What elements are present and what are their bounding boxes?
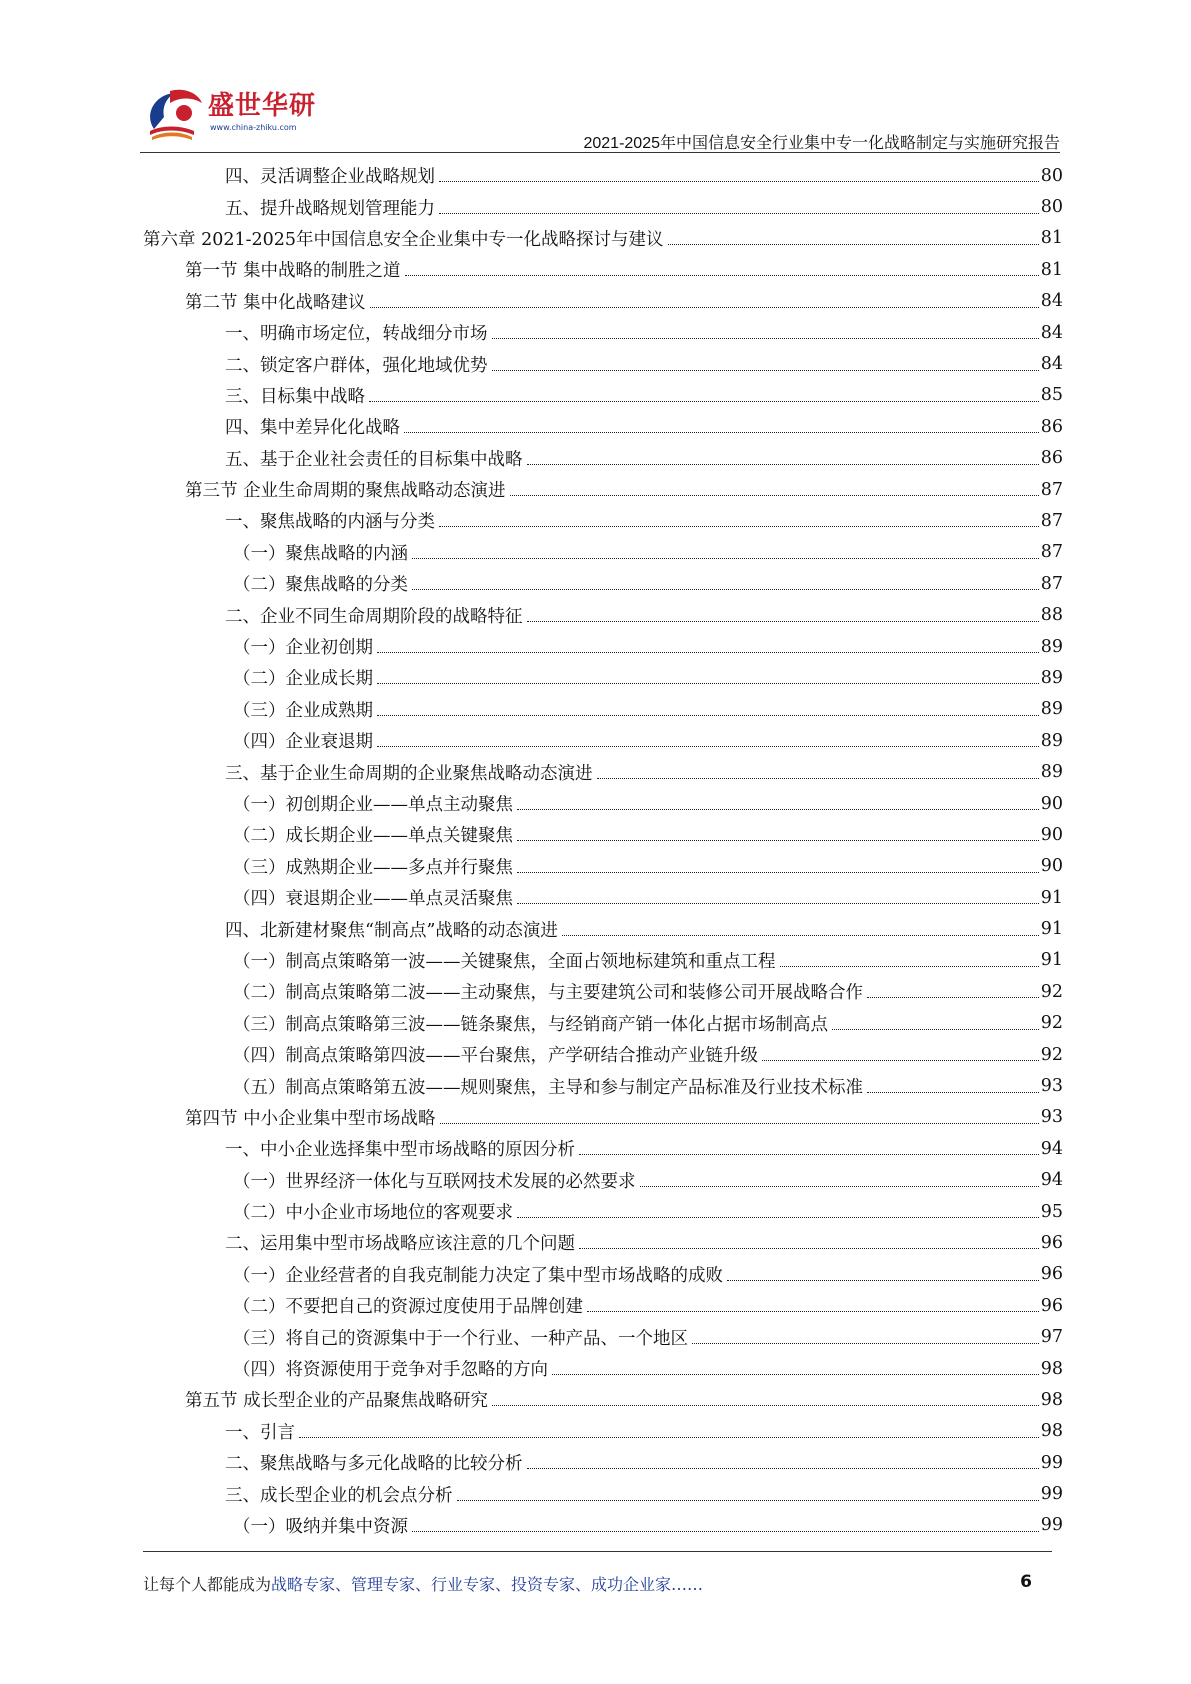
- toc-entry[interactable]: [143, 1133, 1063, 1164]
- toc-entry-page: 81: [1040, 259, 1063, 280]
- page-footer: [143, 1572, 1052, 1596]
- report-title: 2021-2025年中国信息安全行业集中专一化战略制定与实施研究报告: [583, 135, 1060, 152]
- toc-entry[interactable]: [143, 1384, 1063, 1415]
- toc-dot-leader: [552, 1374, 1039, 1375]
- toc-entry-label: 一、聚焦战略的内涵与分类: [225, 508, 439, 533]
- toc-entry-page: 81: [1040, 228, 1063, 249]
- toc-entry[interactable]: [143, 945, 1063, 976]
- toc-entry-label: （二）企业成长期: [233, 665, 377, 690]
- toc-entry-page: 84: [1040, 354, 1063, 375]
- toc-dot-leader: [527, 621, 1039, 622]
- toc-dot-leader: [299, 1437, 1039, 1438]
- toc-entry-page: 92: [1040, 981, 1063, 1002]
- toc-entry-page: 89: [1040, 667, 1063, 688]
- toc-entry[interactable]: [143, 286, 1063, 317]
- toc-entry[interactable]: [143, 631, 1063, 662]
- toc-entry-page: 87: [1040, 479, 1063, 500]
- toc-entry-page: 80: [1040, 197, 1063, 218]
- toc-entry-label: （五）制高点策略第五波——规则聚焦，主导和参与制定产品标准及行业技术标准: [233, 1074, 867, 1099]
- toc-dot-leader: [517, 840, 1039, 841]
- toc-dot-leader: [412, 589, 1039, 590]
- toc-entry-label: 三、基于企业生命周期的企业聚焦战略动态演进: [225, 760, 597, 785]
- toc-entry-page: 99: [1040, 1484, 1063, 1505]
- logo-text: 盛世华研: [208, 91, 317, 121]
- toc-entry-page: 89: [1040, 636, 1063, 657]
- toc-dot-leader: [527, 464, 1039, 465]
- toc-entry-label: 五、基于企业社会责任的目标集中战略: [225, 446, 527, 471]
- toc-entry[interactable]: [143, 1102, 1063, 1133]
- toc-entry[interactable]: [143, 1008, 1063, 1039]
- toc-entry-label: （二）不要把自己的资源过度使用于品牌创建: [233, 1293, 587, 1318]
- toc-dot-leader: [867, 997, 1039, 998]
- toc-entry-label: （二）成长期企业——单点关键聚焦: [233, 822, 517, 847]
- toc-dot-leader: [527, 1468, 1039, 1469]
- toc-entry[interactable]: [143, 568, 1063, 599]
- toc-entry-page: 97: [1040, 1327, 1063, 1348]
- toc-entry-label: （一）吸纳并集中资源: [233, 1513, 412, 1538]
- toc-entry[interactable]: [143, 160, 1063, 191]
- toc-dot-leader: [377, 652, 1039, 653]
- toc-entry-page: 96: [1040, 1232, 1063, 1253]
- toc-entry[interactable]: [143, 913, 1063, 944]
- toc-entry[interactable]: [143, 1478, 1063, 1509]
- toc-entry[interactable]: [143, 443, 1063, 474]
- toc-entry-label: 四、北新建材聚焦“制高点”战略的动态演进: [225, 917, 562, 942]
- toc-entry[interactable]: [143, 976, 1063, 1007]
- toc-entry-label: 第四节 中小企业集中型市场战略: [185, 1105, 440, 1130]
- toc-dot-leader: [492, 1405, 1039, 1406]
- footer-slogan-lead: 让每个人都能成为: [143, 1575, 272, 1594]
- toc-dot-leader: [587, 1311, 1039, 1312]
- toc-dot-leader: [668, 244, 1039, 245]
- toc-entry-label: （二）制高点策略第二波——主动聚焦，与主要建筑公司和装修公司开展战略合作: [233, 979, 867, 1004]
- toc-entry-page: 85: [1040, 385, 1063, 406]
- toc-entry-page: 98: [1040, 1389, 1063, 1410]
- toc-entry-label: 第六章 2021-2025年中国信息安全企业集中专一化战略探讨与建议: [143, 226, 668, 251]
- toc-entry-label: （二）聚焦战略的分类: [233, 571, 412, 596]
- toc-dot-leader: [492, 370, 1039, 371]
- toc-entry[interactable]: [143, 1290, 1063, 1321]
- logo-url: www.china-zhiku.com: [210, 123, 297, 132]
- toc-entry-page: 91: [1040, 919, 1063, 940]
- toc-entry[interactable]: [143, 411, 1063, 442]
- toc-entry-label: （四）企业衰退期: [233, 728, 377, 753]
- toc-entry-page: 98: [1040, 1421, 1063, 1442]
- toc-entry-label: （一）初创期企业——单点主动聚焦: [233, 791, 517, 816]
- toc-dot-leader: [412, 558, 1039, 559]
- toc-dot-leader: [597, 778, 1039, 779]
- toc-entry[interactable]: [143, 788, 1063, 819]
- toc-dot-leader: [369, 401, 1039, 402]
- toc-dot-leader: [867, 1092, 1039, 1093]
- toc-entry[interactable]: [143, 1259, 1063, 1290]
- toc-entry-page: 93: [1040, 1107, 1063, 1128]
- toc-dot-leader: [439, 213, 1039, 214]
- toc-dot-leader: [579, 1248, 1039, 1249]
- toc-entry[interactable]: [143, 1070, 1063, 1101]
- toc-entry-label: 四、集中差异化化战略: [225, 414, 404, 439]
- toc-entry-page: 90: [1040, 793, 1063, 814]
- toc-entry-page: 89: [1040, 730, 1063, 751]
- toc-entry-label: 二、运用集中型市场战略应该注意的几个问题: [225, 1230, 579, 1255]
- toc-dot-leader: [377, 746, 1039, 747]
- footer-slogan-emphasis: 战略专家、管理专家、行业专家、投资专家、成功企业家……: [271, 1575, 704, 1594]
- toc-entry[interactable]: [143, 1227, 1063, 1258]
- toc-entry[interactable]: [143, 348, 1063, 379]
- logo-emblem-icon: [140, 85, 206, 145]
- toc-entry[interactable]: [143, 254, 1063, 285]
- toc-entry[interactable]: [143, 380, 1063, 411]
- toc-entry-label: 第三节 企业生命周期的聚焦战略动态演进: [185, 477, 510, 502]
- toc-entry[interactable]: [143, 694, 1063, 725]
- toc-entry[interactable]: [143, 474, 1063, 505]
- toc-dot-leader: [440, 1123, 1039, 1124]
- toc-dot-leader: [412, 1531, 1039, 1532]
- toc-dot-leader: [377, 715, 1039, 716]
- toc-entry[interactable]: [143, 1039, 1063, 1070]
- toc-entry[interactable]: [143, 505, 1063, 536]
- toc-entry-page: 95: [1040, 1201, 1063, 1222]
- toc-entry[interactable]: [143, 1321, 1063, 1352]
- toc-dot-leader: [727, 1280, 1039, 1281]
- toc-entry-label: 二、锁定客户群体，强化地域优势: [225, 352, 492, 377]
- toc-dot-leader: [562, 935, 1039, 936]
- toc-entry-label: 一、引言: [225, 1419, 299, 1444]
- toc-dot-leader: [377, 683, 1039, 684]
- toc-entry-page: 96: [1040, 1264, 1063, 1285]
- toc-entry-page: 98: [1040, 1358, 1063, 1379]
- toc-entry[interactable]: [143, 756, 1063, 787]
- page-number: 6: [1020, 1572, 1032, 1592]
- toc-dot-leader: [517, 809, 1039, 810]
- toc-entry-page: 86: [1040, 448, 1063, 469]
- toc-entry-label: 第一节 集中战略的制胜之道: [185, 257, 405, 282]
- toc-dot-leader: [492, 338, 1039, 339]
- toc-entry-page: 94: [1040, 1170, 1063, 1191]
- toc-entry-page: 90: [1040, 824, 1063, 845]
- toc-entry-page: 84: [1040, 322, 1063, 343]
- toc-dot-leader: [370, 307, 1039, 308]
- toc-dot-leader: [640, 1186, 1039, 1187]
- toc-entry[interactable]: [143, 223, 1063, 254]
- toc-entry-label: 五、提升战略规划管理能力: [225, 195, 439, 220]
- toc-entry-page: 89: [1040, 762, 1063, 783]
- toc-dot-leader: [692, 1343, 1039, 1344]
- toc-entry-page: 89: [1040, 699, 1063, 720]
- toc-entry-page: 99: [1040, 1515, 1063, 1536]
- toc-entry[interactable]: [143, 191, 1063, 222]
- toc-entry-label: （四）将资源使用于竞争对手忽略的方向: [233, 1356, 552, 1381]
- company-logo: [140, 85, 350, 145]
- toc-entry-page: 99: [1040, 1452, 1063, 1473]
- toc-entry[interactable]: [143, 599, 1063, 630]
- toc-entry-page: 86: [1040, 416, 1063, 437]
- toc-entry[interactable]: [143, 725, 1063, 756]
- toc-entry-label: 三、目标集中战略: [225, 383, 369, 408]
- toc-dot-leader: [517, 872, 1039, 873]
- toc-entry-label: （四）制高点策略第四波——平台聚焦，产学研结合推动产业链升级: [233, 1042, 762, 1067]
- toc-dot-leader: [579, 1154, 1039, 1155]
- toc-entry-page: 90: [1040, 856, 1063, 877]
- toc-entry-label: （三）将自己的资源集中于一个行业、一种产品、一个地区: [233, 1325, 692, 1350]
- toc-entry[interactable]: [143, 819, 1063, 850]
- toc-dot-leader: [762, 1060, 1039, 1061]
- toc-dot-leader: [439, 181, 1039, 182]
- toc-entry-page: 92: [1040, 1013, 1063, 1034]
- toc-entry-label: 一、明确市场定位，转战细分市场: [225, 320, 492, 345]
- toc-entry-label: （四）衰退期企业——单点灵活聚焦: [233, 885, 517, 910]
- toc-entry-label: （二）中小企业市场地位的客观要求: [233, 1199, 517, 1224]
- toc-entry-page: 91: [1040, 950, 1063, 971]
- toc-entry-label: 二、企业不同生命周期阶段的战略特征: [225, 603, 527, 628]
- toc-entry-page: 92: [1040, 1044, 1063, 1065]
- toc-entry-label: 第五节 成长型企业的产品聚焦战略研究: [185, 1387, 492, 1412]
- toc-entry-label: 四、灵活调整企业战略规划: [225, 163, 439, 188]
- toc-entry-label: （一）制高点策略第一波——关键聚焦，全面占领地标建筑和重点工程: [233, 948, 780, 973]
- toc-dot-leader: [510, 495, 1039, 496]
- toc-entry[interactable]: [143, 1196, 1063, 1227]
- toc-entry-page: 87: [1040, 573, 1063, 594]
- toc-entry-label: （三）制高点策略第三波——链条聚焦，与经销商产销一体化占据市场制高点: [233, 1011, 832, 1036]
- toc-entry-label: 二、聚焦战略与多元化战略的比较分析: [225, 1450, 527, 1475]
- toc-entry[interactable]: [143, 317, 1063, 348]
- footer-divider: [143, 1551, 1052, 1552]
- toc-entry-page: 91: [1040, 887, 1063, 908]
- toc-entry-label: （一）聚焦战略的内涵: [233, 540, 412, 565]
- toc-entry[interactable]: [143, 882, 1063, 913]
- page-header: [140, 80, 1060, 150]
- toc-entry-page: 80: [1040, 165, 1063, 186]
- toc-entry-label: （三）企业成熟期: [233, 697, 377, 722]
- toc-entry-label: 一、中小企业选择集中型市场战略的原因分析: [225, 1136, 579, 1161]
- toc-entry-page: 96: [1040, 1295, 1063, 1316]
- toc-dot-leader: [832, 1029, 1039, 1030]
- toc-dot-leader: [517, 1217, 1039, 1218]
- toc-entry-page: 87: [1040, 542, 1063, 563]
- toc-entry[interactable]: [143, 851, 1063, 882]
- toc-entry[interactable]: [143, 537, 1063, 568]
- toc-entry-label: 三、成长型企业的机会点分析: [225, 1482, 457, 1507]
- toc-entry[interactable]: [143, 1510, 1063, 1541]
- toc-dot-leader: [439, 526, 1039, 527]
- toc-entry[interactable]: [143, 1165, 1063, 1196]
- header-divider: [140, 152, 1060, 153]
- table-of-contents: [143, 160, 1063, 1541]
- toc-entry-label: （一）企业初创期: [233, 634, 377, 659]
- toc-entry[interactable]: [143, 1416, 1063, 1447]
- toc-dot-leader: [517, 903, 1039, 904]
- toc-entry-label: （一）世界经济一体化与互联网技术发展的必然要求: [233, 1168, 640, 1193]
- toc-dot-leader: [457, 1500, 1039, 1501]
- toc-entry[interactable]: [143, 1353, 1063, 1384]
- toc-entry-page: 87: [1040, 510, 1063, 531]
- toc-entry-page: 88: [1040, 605, 1063, 626]
- toc-entry-page: 84: [1040, 291, 1063, 312]
- toc-dot-leader: [405, 275, 1039, 276]
- toc-entry[interactable]: [143, 662, 1063, 693]
- toc-entry-label: （三）成熟期企业——多点并行聚焦: [233, 854, 517, 879]
- toc-entry-label: 第二节 集中化战略建议: [185, 289, 370, 314]
- toc-entry-page: 94: [1040, 1138, 1063, 1159]
- toc-entry-page: 93: [1040, 1076, 1063, 1097]
- toc-entry-label: （一）企业经营者的自我克制能力决定了集中型市场战略的成败: [233, 1262, 727, 1287]
- toc-entry[interactable]: [143, 1447, 1063, 1478]
- toc-dot-leader: [404, 432, 1039, 433]
- toc-dot-leader: [780, 966, 1039, 967]
